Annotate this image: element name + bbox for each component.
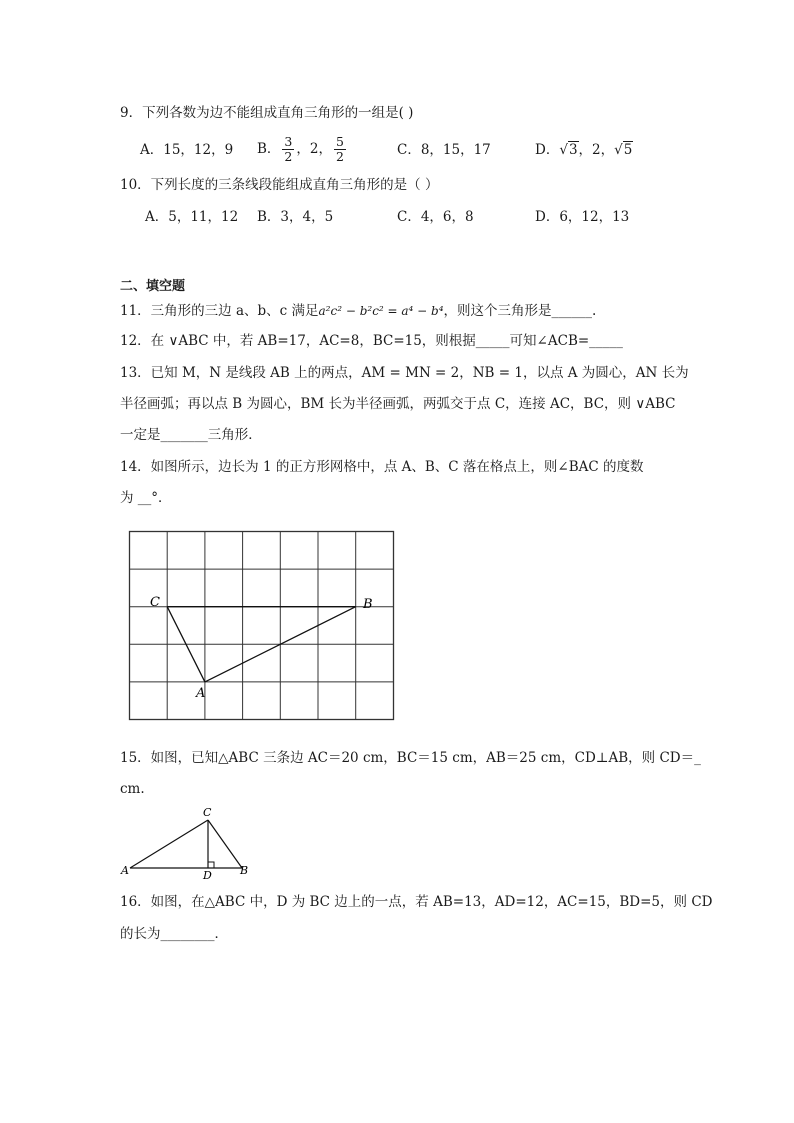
segment-cb [208,820,242,868]
q16-line1: 16．如图，在△ABC 中，D 为 BC 边上的一点，若 AB=13，AD=12，AC=15，BD=5，则 CD [120,894,713,910]
q14-line2: 为 __°． [120,490,172,506]
sqrt-5: √5 [614,142,633,158]
section-title: 二、填空题 [120,279,186,294]
q13-line1: 13．已知 M，N 是线段 AB 上的两点，AM = MN = 2，NB = 1，以点 A 为圆心，AN 长为 [120,365,689,381]
q14-line1: 14．如图所示，边长为 1 的正方形网格中，点 A、B、C 落在格点上，则∠BAC 的度数 [120,459,644,475]
fraction-3-2: $\frac{3}{2}$ [284,134,293,164]
q10-option-b: B．3，4，5 [257,209,334,225]
q15-line1: 15．如图，已知△ABC 三条边 AC＝20 cm，BC＝15 cm，AB＝25 cm，CD⊥AB，则 CD＝_ [120,750,701,766]
q14-grid-figure [120,525,410,730]
q10-option-d: D．6，12，13 [535,209,630,225]
q9-option-c: C．8，15，17 [397,142,491,158]
q10-stem: 10．下列长度的三条线段能组成直角三角形的是（ ） [120,177,439,193]
q12: 12．在 ∨ABC 中，若 AB=17，AC=8，BC=15，则根据_____可知∠ACB=_____ [120,333,623,349]
q9-option-d: D．√3，2，√5 [535,142,633,158]
q16-line2: 的长为________． [120,926,228,942]
label-b: B [363,597,373,612]
q13-line2: 半径画弧；再以点 B 为圆心，BM 长为半径画弧，两弧交于点 C，连接 AC，BC，则 ∨ABC [120,396,676,412]
q11: 11．三角形的三边 a、b、c 满足a²c² − b²c² = a⁴ − b⁴，则这个三角形是______. [120,303,597,319]
label-d: D [203,869,212,880]
q9-option-a: A．15，12，9 [140,142,234,158]
label-c: C [150,595,160,610]
right-angle-mark [208,862,214,868]
q15-line2: cm. [120,781,145,797]
grid-lines [130,532,394,720]
q9-option-b-label: B． [257,141,281,157]
fraction-5-2: $\frac{5}{2}$ [335,134,344,164]
segment-ac [130,820,208,868]
sqrt-3: √3 [559,142,578,158]
q9-option-b: B． $\frac{3}{2}$ ，2， $\frac{5}{2}$ [257,134,344,164]
q10-option-a: A．5，11，12 [145,209,239,225]
q11-formula: a²c² − b²c² = a⁴ − b⁴ [318,304,444,318]
q9-stem: 9．下列各数为边不能组成直角三角形的一组是( ) [120,105,414,121]
q10-option-c: C．4，6，8 [397,209,474,225]
q15-triangle-figure [118,804,258,880]
q13-line3: 一定是_______三角形． [120,427,262,443]
label-b: B [240,864,249,877]
label-a: A [196,686,206,701]
label-c: C [203,806,212,819]
label-a: A [121,864,129,877]
